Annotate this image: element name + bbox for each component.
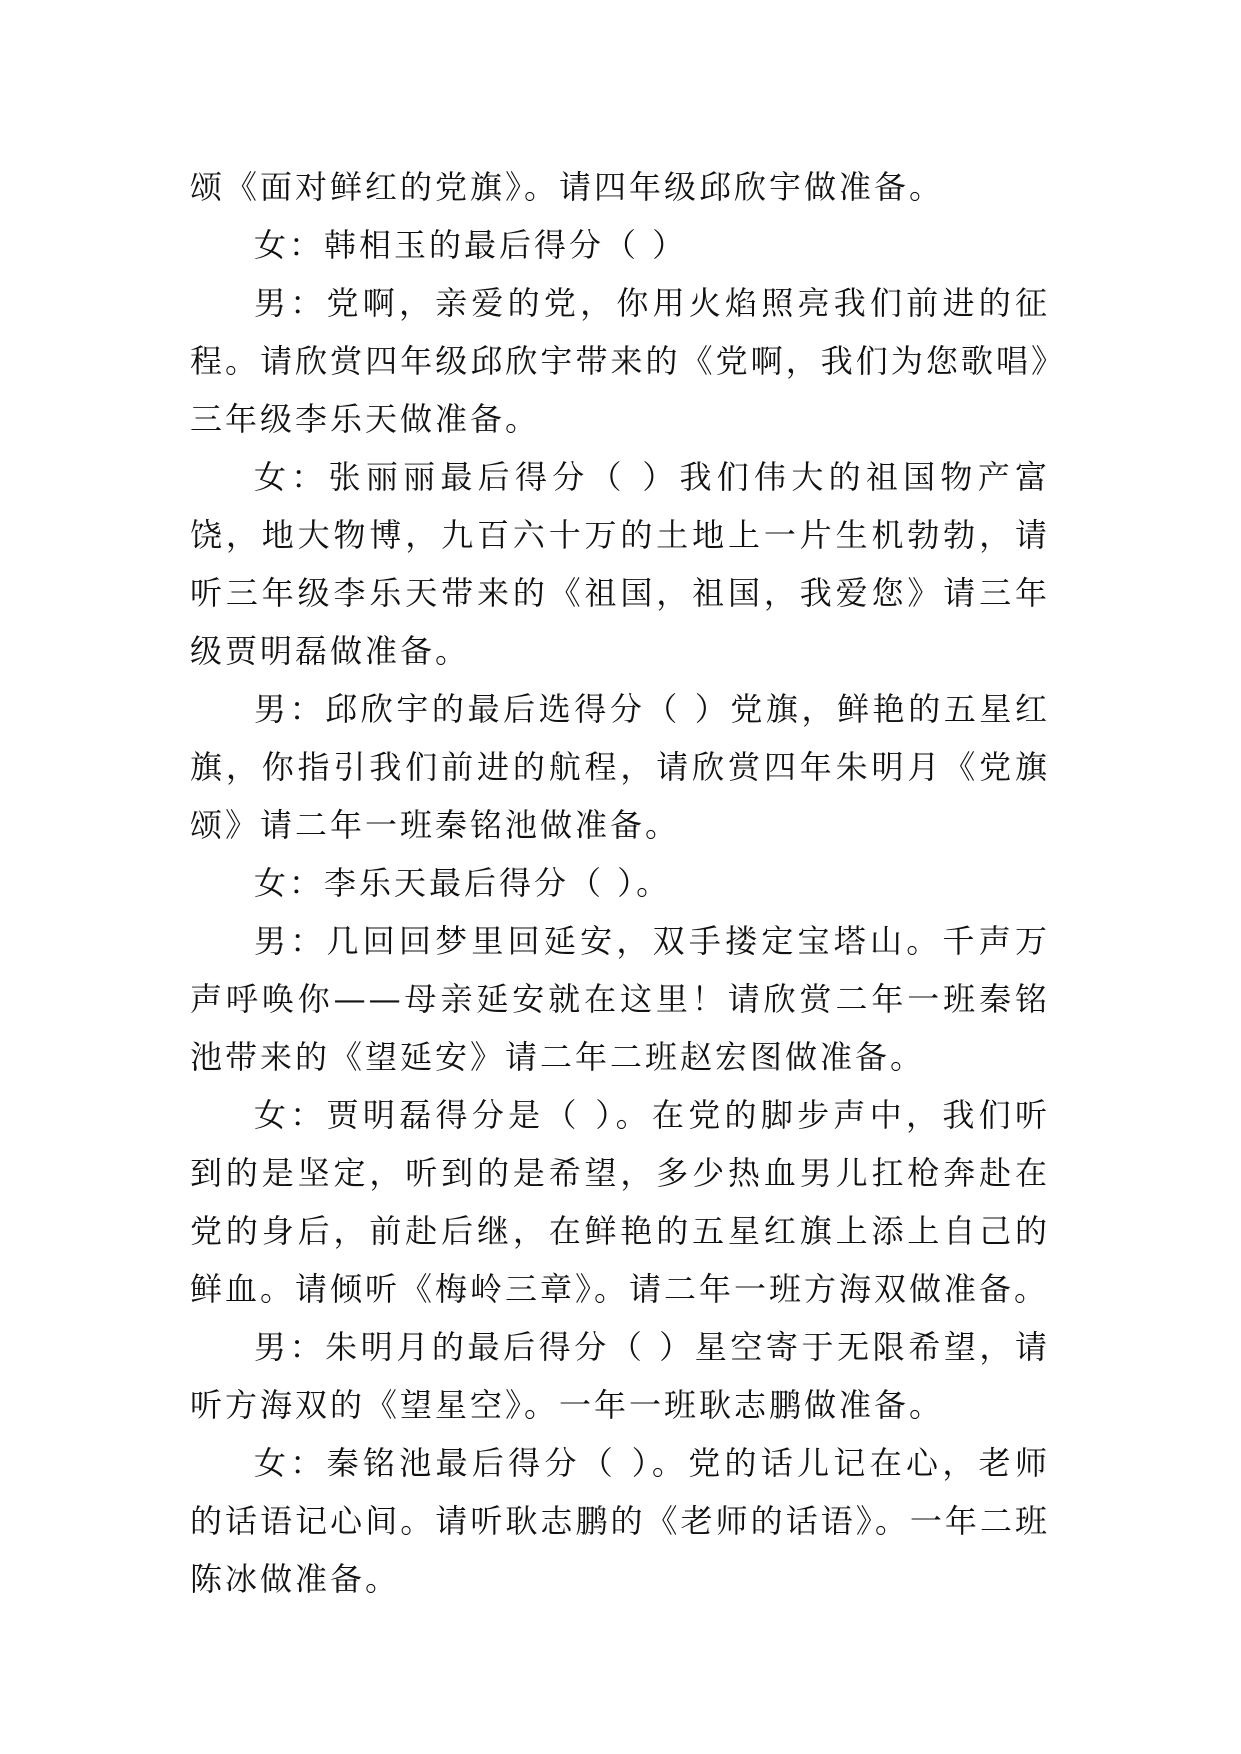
paragraph-continuation: 颂《面对鲜红的党旗》。请四年级邱欣宇做准备。 xyxy=(190,168,945,206)
paragraph-male-host: 男：朱明月的最后得分（ ）星空寄于无限希望，请听方海双的《望星空》。一年一班耿志鹏做准备。 xyxy=(190,1328,1050,1424)
paragraph-female-host: 女：李乐天最后得分（ ）。 xyxy=(254,864,672,902)
paragraph-male-host: 男：邱欣宇的最后选得分（ ）党旗，鲜艳的五星红旗，你指引我们前进的航程，请欣赏四年朱明月《党旗颂》请二年一班秦铭池做准备。 xyxy=(190,690,1050,844)
paragraph-female-host: 女：贾明磊得分是（ ）。在党的脚步声中，我们听到的是坚定，听到的是希望，多少热血男儿扛枪奔赴在党的身后，前赴后继，在鲜艳的五星红旗上添上自己的鲜血。请倾听《梅岭三章》。请二年一班方海双做准备。 xyxy=(190,1096,1050,1308)
paragraph-female-host: 女：韩相玉的最后得分（ ） xyxy=(254,226,688,264)
document-page xyxy=(190,158,1050,1608)
paragraph-male-host: 男：几回回梦里回延安，双手搂定宝塔山。千声万声呼唤你——母亲延安就在这里！请欣赏二年一班秦铭池带来的《望延安》请二年二班赵宏图做准备。 xyxy=(190,922,1050,1076)
paragraph-female-host: 女：秦铭池最后得分（ ）。党的话儿记在心，老师的话语记心间。请听耿志鹏的《老师的话语》。一年二班陈冰做准备。 xyxy=(190,1444,1050,1598)
paragraph-male-host: 男：党啊，亲爱的党，你用火焰照亮我们前进的征程。请欣赏四年级邱欣宇带来的《党啊，我们为您歌唱》三年级李乐天做准备。 xyxy=(190,284,1050,438)
paragraph-female-host: 女：张丽丽最后得分（ ）我们伟大的祖国物产富饶，地大物博，九百六十万的土地上一片生机勃勃，请听三年级李乐天带来的《祖国，祖国，我爱您》请三年级贾明磊做准备。 xyxy=(190,458,1050,670)
